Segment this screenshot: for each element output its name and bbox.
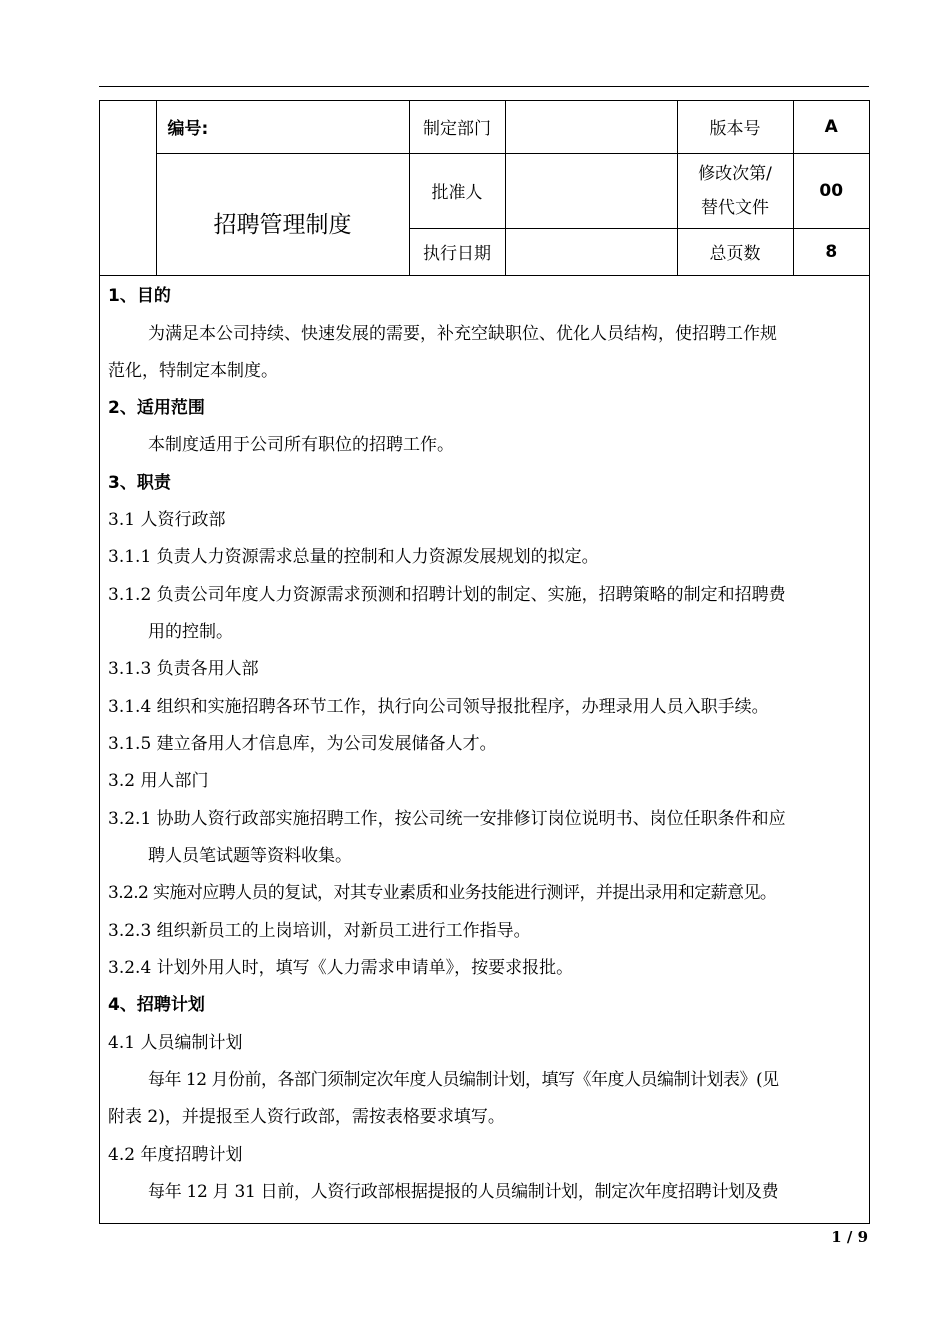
s3-2-2: 3.2.2 实施对应聘人员的复试，对其专业素质和业务技能进行测评，并提出录用和定薪意见。 bbox=[108, 883, 777, 903]
section-4-title: 4、招聘计划 bbox=[108, 995, 205, 1015]
version-label: 版本号 bbox=[677, 101, 793, 153]
s3-1-2-line2: 用的控制。 bbox=[148, 622, 233, 642]
s3-1-1: 3.1.1 负责人力资源需求总量的控制和人力资源发展规划的拟定。 bbox=[108, 547, 599, 567]
section-3-title: 3、职责 bbox=[108, 473, 171, 493]
approver-value bbox=[505, 153, 677, 228]
header-rule bbox=[99, 86, 869, 87]
date-value bbox=[505, 228, 677, 275]
s3-1-3: 3.1.3 负责各用人部 bbox=[108, 659, 259, 679]
pages-value: 8 bbox=[793, 228, 869, 275]
dept-label: 制定部门 bbox=[409, 101, 505, 153]
doc-code-label: 编号: bbox=[156, 101, 409, 153]
s3-2-heading: 3.2 用人部门 bbox=[108, 771, 209, 791]
s3-1-2-line1: 3.1.2 负责公司年度人力资源需求预测和招聘计划的制定、实施，招聘策略的制定和招聘费 bbox=[108, 585, 786, 605]
s4-1-paragraph-line2: 附表 2)，并提报至人资行政部，需按表格要求填写。 bbox=[108, 1107, 505, 1127]
s4-1-heading: 4.1 人员编制计划 bbox=[108, 1033, 243, 1053]
doc-title: 招聘管理制度 bbox=[156, 153, 409, 275]
s3-2-1-line1: 3.2.1 协助人资行政部实施招聘工作，按公司统一安排修订岗位说明书、岗位任职条件和应 bbox=[108, 809, 786, 829]
section-2-title: 2、适用范围 bbox=[108, 398, 205, 418]
s1-paragraph-line2: 范化，特制定本制度。 bbox=[108, 361, 278, 381]
document-frame bbox=[99, 100, 870, 1224]
blank-cell bbox=[100, 101, 156, 275]
s3-1-4: 3.1.4 组织和实施招聘各环节工作，执行向公司领导报批程序，办理录用人员入职手续。 bbox=[108, 697, 769, 717]
s2-paragraph: 本制度适用于公司所有职位的招聘工作。 bbox=[148, 435, 454, 455]
pages-label: 总页数 bbox=[677, 228, 793, 275]
s3-1-heading: 3.1 人资行政部 bbox=[108, 510, 226, 530]
s3-2-1-line2: 聘人员笔试题等资料收集。 bbox=[148, 846, 352, 866]
revision-label-line1: 修改次第/ bbox=[698, 163, 772, 184]
approver-label: 批准人 bbox=[409, 153, 505, 228]
dept-value bbox=[505, 101, 677, 153]
section-1-title: 1、目的 bbox=[108, 286, 171, 306]
s4-1-paragraph-line1: 每年 12 月份前，各部门须制定次年度人员编制计划，填写《年度人员编制计划表》(见 bbox=[148, 1070, 779, 1090]
date-label: 执行日期 bbox=[409, 228, 505, 275]
revision-value: 00 bbox=[793, 153, 869, 228]
s3-2-4: 3.2.4 计划外用人时，填写《人力需求申请单》，按要求报批。 bbox=[108, 958, 574, 978]
s4-2-paragraph-line1: 每年 12 月 31 日前，人资行政部根据提报的人员编制计划，制定次年度招聘计划及费 bbox=[148, 1182, 779, 1202]
s4-2-heading: 4.2 年度招聘计划 bbox=[108, 1145, 243, 1165]
doc-header-table bbox=[100, 101, 869, 276]
version-value: A bbox=[793, 101, 869, 153]
doc-body bbox=[100, 275, 869, 1223]
revision-label bbox=[677, 153, 793, 228]
revision-label-line2: 替代文件 bbox=[701, 197, 769, 218]
page-number: 1 / 9 bbox=[831, 1228, 868, 1246]
s3-2-3: 3.2.3 组织新员工的上岗培训，对新员工进行工作指导。 bbox=[108, 921, 531, 941]
s1-paragraph-line1: 为满足本公司持续、快速发展的需要，补充空缺职位、优化人员结构，使招聘工作规 bbox=[148, 324, 777, 344]
s3-1-5: 3.1.5 建立备用人才信息库，为公司发展储备人才。 bbox=[108, 734, 497, 754]
